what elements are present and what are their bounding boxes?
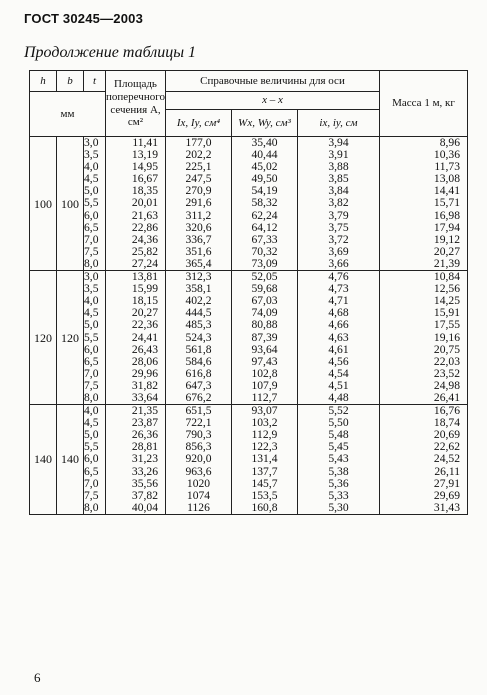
value-area: 16,67 [131,172,158,186]
area-cell [106,137,166,271]
table-body [30,137,468,515]
value-area: 22,36 [131,318,158,332]
value-area: 33,26 [131,464,158,478]
value-mass: 21,39 [433,256,461,270]
value-t: 6,5 [84,354,99,368]
value-mass: 10,84 [433,270,461,284]
value-mass: 10,36 [433,148,461,162]
value-W: 73,09 [251,256,278,270]
value-I: 561,8 [185,342,212,356]
value-t: 8,0 [84,256,99,270]
col-header-area: Площадь поперечного сечения A, см² [106,71,166,137]
value-i: 5,48 [328,428,349,442]
value-W: 107,9 [251,378,278,392]
value-area: 21,35 [131,404,158,418]
radius-cell [298,405,380,515]
value-i: 4,48 [328,390,349,404]
value-I: 856,3 [185,440,212,454]
value-mass: 26,41 [433,390,461,404]
value-I: 312,3 [185,270,212,284]
col-header-radius: ix, iy, см [298,110,380,137]
value-mass: 19,16 [433,330,461,344]
value-t: 4,5 [84,416,99,430]
value-mass: 16,98 [433,208,461,222]
value-area: 15,99 [131,282,158,296]
value-mass: 8,96 [439,136,461,149]
value-t: 6,5 [84,464,99,478]
value-area: 24,41 [131,330,158,344]
value-area: 20,01 [131,196,158,210]
b-value: 140 [57,405,84,515]
value-mass: 11,73 [434,160,461,174]
value-I: 225,1 [185,160,212,174]
value-W: 153,5 [251,488,278,502]
value-mass: 22,62 [433,440,461,454]
value-mass: 17,55 [433,318,461,332]
value-t: 6,0 [84,452,99,466]
value-mass: 26,11 [434,464,461,478]
value-W: 67,33 [251,232,278,246]
value-i: 4,54 [328,366,349,380]
value-area: 18,35 [131,184,158,198]
value-I: 1074 [186,488,211,502]
value-mass: 15,91 [433,306,461,320]
value-W: 67,03 [251,294,278,308]
value-i: 4,73 [328,282,349,296]
col-header-mass: Масса 1 м, кг [380,71,468,137]
h-value: 140 [30,405,57,515]
value-mass: 14,25 [433,294,461,308]
value-mass: 19,12 [433,232,461,246]
value-W: 87,39 [251,330,278,344]
value-area: 28,06 [131,354,158,368]
value-I: 291,6 [185,196,212,210]
value-mass: 22,03 [433,354,461,368]
value-t: 3,0 [84,136,99,149]
value-W: 145,7 [251,476,278,490]
col-header-h: h [30,71,57,92]
value-W: 62,24 [251,208,278,222]
value-t: 4,5 [84,306,99,320]
value-area: 29,96 [131,366,158,380]
value-i: 4,71 [328,294,349,308]
value-t: 5,5 [84,196,99,210]
value-I: 920,0 [185,452,212,466]
h-value: 100 [30,137,57,271]
value-I: 358,1 [185,282,212,296]
mass-cell [380,137,468,271]
value-mass: 20,69 [433,428,461,442]
inertia-cell [166,405,232,515]
value-i: 3,88 [328,160,349,174]
value-I: 320,6 [185,220,212,234]
value-i: 5,43 [328,452,349,466]
table-group-row [30,137,468,271]
col-header-t: t [84,71,106,92]
value-t: 5,0 [84,184,99,198]
value-mass: 23,52 [433,366,461,380]
value-mass: 24,52 [433,452,461,466]
value-mass: 24,98 [433,378,461,392]
value-i: 3,84 [328,184,349,198]
value-W: 64,12 [251,220,278,234]
value-mass: 14,41 [433,184,461,198]
value-i: 3,94 [328,136,349,149]
wall-thickness-cell [84,405,106,515]
wall-thickness-cell [84,137,106,271]
value-I: 963,6 [185,464,212,478]
value-W: 54,19 [251,184,278,198]
value-I: 444,5 [185,306,212,320]
value-i: 5,33 [328,488,349,502]
value-t: 5,0 [84,428,99,442]
value-area: 13,81 [131,270,158,284]
value-W: 102,8 [251,366,278,380]
value-mass: 18,74 [433,416,461,430]
value-i: 5,50 [328,416,349,430]
value-mass: 17,94 [433,220,461,234]
value-i: 3,69 [328,244,349,258]
table-group-row [30,271,468,405]
value-area: 23,87 [131,416,158,430]
h-value: 120 [30,271,57,405]
value-W: 103,2 [251,416,278,430]
value-t: 3,5 [84,282,99,296]
b-value: 120 [57,271,84,405]
wall-thickness-cell [84,271,106,405]
value-i: 3,66 [328,256,349,270]
value-t: 5,0 [84,318,99,332]
value-I: 584,6 [185,354,212,368]
value-i: 5,36 [328,476,349,490]
col-header-modulus: Wx, Wy, см³ [232,110,298,137]
value-t: 8,0 [84,500,99,514]
value-i: 3,85 [328,172,349,186]
col-header-unit-mm: мм [30,92,106,137]
value-t: 3,5 [84,148,99,162]
value-t: 4,0 [84,160,99,174]
value-area: 25,82 [131,244,158,258]
mass-cell [380,271,468,405]
value-area: 21,63 [131,208,158,222]
modulus-cell [232,137,298,271]
value-W: 45,02 [251,160,278,174]
radius-cell [298,271,380,405]
value-W: 97,43 [251,354,278,368]
value-I: 177,0 [185,136,212,149]
value-I: 365,4 [185,256,212,270]
value-W: 160,8 [251,500,278,514]
value-area: 20,27 [131,306,158,320]
inertia-cell [166,137,232,271]
value-t: 5,5 [84,440,99,454]
value-area: 27,24 [131,256,158,270]
value-area: 35,56 [131,476,158,490]
value-W: 58,32 [251,196,278,210]
value-mass: 20,75 [433,342,461,356]
value-t: 3,0 [84,270,99,284]
value-area: 37,82 [131,488,158,502]
value-W: 137,7 [251,464,278,478]
value-I: 676,2 [185,390,212,404]
value-I: 402,2 [185,294,212,308]
value-i: 5,30 [328,500,349,514]
value-I: 311,2 [185,208,212,222]
value-mass: 27,91 [433,476,461,490]
page-number: 6 [34,670,41,685]
value-I: 1020 [186,476,211,490]
value-W: 40,44 [251,148,278,162]
value-area: 40,04 [131,500,158,514]
value-mass: 13,08 [433,172,461,186]
table-continuation-title: Продолжение таблицы 1 [24,44,197,61]
value-area: 14,95 [131,160,158,174]
value-i: 4,51 [328,378,349,392]
value-i: 5,52 [328,404,349,418]
value-t: 7,5 [84,378,99,392]
value-t: 6,5 [84,220,99,234]
value-W: 49,50 [251,172,278,186]
col-header-axis: x – x [166,92,380,110]
value-i: 4,76 [328,270,349,284]
value-area: 33,64 [131,390,158,404]
value-t: 6,0 [84,342,99,356]
value-i: 3,79 [328,208,349,222]
value-mass: 16,76 [433,404,461,418]
value-area: 31,82 [131,378,158,392]
section-properties-table [29,70,468,515]
value-i: 3,91 [328,148,349,162]
value-area: 24,36 [131,232,158,246]
value-i: 4,61 [328,342,349,356]
value-area: 26,36 [131,428,158,442]
value-i: 4,66 [328,318,349,332]
value-t: 6,0 [84,208,99,222]
value-I: 651,5 [185,404,212,418]
value-I: 336,7 [185,232,212,246]
value-I: 790,3 [185,428,212,442]
value-t: 4,5 [84,172,99,186]
value-t: 7,0 [84,366,99,380]
value-area: 18,15 [131,294,158,308]
value-i: 5,38 [328,464,349,478]
value-t: 7,0 [84,476,99,490]
value-W: 52,05 [251,270,278,284]
value-I: 722,1 [185,416,212,430]
value-t: 5,5 [84,330,99,344]
value-area: 22,86 [131,220,158,234]
value-W: 112,7 [251,390,278,404]
value-i: 3,72 [328,232,349,246]
value-i: 5,45 [328,440,349,454]
b-value: 100 [57,137,84,271]
value-t: 8,0 [84,390,99,404]
col-header-ref-values: Справочные величины для оси [166,71,380,92]
value-I: 270,9 [185,184,212,198]
value-W: 93,07 [251,404,278,418]
table-group-row [30,405,468,515]
value-area: 13,19 [131,148,158,162]
modulus-cell [232,271,298,405]
value-mass: 20,27 [433,244,461,258]
value-W: 70,32 [251,244,278,258]
value-area: 28,81 [131,440,158,454]
value-area: 11,41 [132,136,158,149]
value-I: 524,3 [185,330,212,344]
col-header-inertia: Ix, Iy, см⁴ [166,110,232,137]
area-cell [106,271,166,405]
value-mass: 31,43 [433,500,461,514]
value-mass: 29,69 [433,488,461,502]
inertia-cell [166,271,232,405]
value-W: 122,3 [251,440,278,454]
value-i: 4,68 [328,306,349,320]
col-header-b: b [57,71,84,92]
value-W: 93,64 [251,342,278,356]
value-W: 80,88 [251,318,278,332]
value-I: 647,3 [185,378,212,392]
value-I: 247,5 [185,172,212,186]
standard-code: ГОСТ 30245—2003 [24,11,143,26]
value-I: 616,8 [185,366,212,380]
value-t: 7,5 [84,244,99,258]
value-mass: 15,71 [433,196,461,210]
value-I: 351,6 [185,244,212,258]
modulus-cell [232,405,298,515]
value-I: 485,3 [185,318,212,332]
value-I: 1126 [187,500,210,514]
value-I: 202,2 [185,148,212,162]
radius-cell [298,137,380,271]
value-i: 3,75 [328,220,349,234]
value-area: 26,43 [131,342,158,356]
value-W: 112,9 [251,428,278,442]
value-mass: 12,56 [433,282,461,296]
area-cell [106,405,166,515]
value-area: 31,23 [131,452,158,466]
value-i: 4,63 [328,330,349,344]
value-t: 4,0 [84,404,99,418]
value-W: 131,4 [251,452,278,466]
value-W: 35,40 [251,136,278,149]
value-t: 4,0 [84,294,99,308]
value-i: 4,56 [328,354,349,368]
value-W: 74,09 [251,306,278,320]
value-W: 59,68 [251,282,278,296]
mass-cell [380,405,468,515]
value-t: 7,0 [84,232,99,246]
value-i: 3,82 [328,196,349,210]
value-t: 7,5 [84,488,99,502]
